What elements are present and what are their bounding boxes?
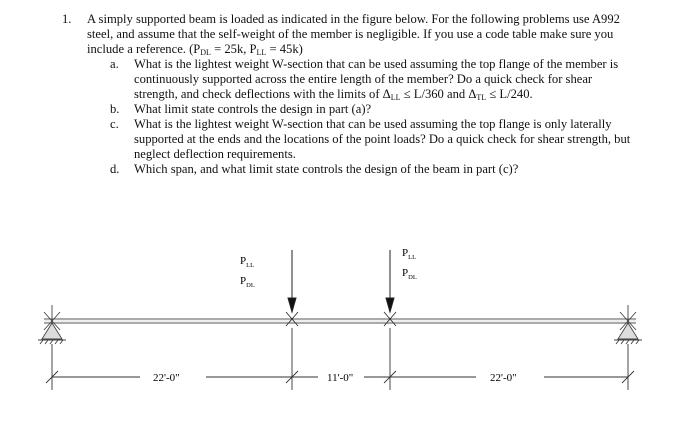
part-d-label: d. bbox=[110, 162, 120, 176]
part-a-line-2: continuously supported across the entire length of the member? Do a quick check for shear bbox=[134, 72, 593, 86]
part-c-line-1: What is the lightest weight W-section that can be used assuming the top flange is only laterally bbox=[134, 117, 612, 131]
left-support bbox=[38, 305, 66, 344]
part-d-line-1: Which span, and what limit state controls the design of the beam in part (c)? bbox=[134, 162, 519, 176]
part-a-label: a. bbox=[110, 57, 119, 71]
part-b-line-1: What limit state controls the design in part (a)? bbox=[134, 102, 372, 116]
span-2-label: 11'-0" bbox=[327, 372, 354, 384]
part-c-line-3: neglect deflection requirements. bbox=[134, 147, 296, 161]
right-support bbox=[614, 305, 642, 344]
point-load-1 bbox=[286, 250, 298, 326]
load-1-dl-label: $P_{DL}$ bbox=[240, 275, 255, 289]
span-1-label: 22'-0" bbox=[153, 372, 180, 384]
part-a-line-3: strength, and check deflections with the limits of ΔLL ≤ L/360 and ΔTL ≤ L/240. bbox=[134, 87, 533, 102]
problem-number: 1. bbox=[62, 12, 72, 26]
part-c-line-2: supported at the ends and the locations of the point loads? Do a quick check for shear strength, but bbox=[134, 132, 631, 146]
load-2-ll-label: $P_{LL}$ bbox=[402, 247, 417, 261]
load-2-dl-label: $P_{DL}$ bbox=[402, 267, 417, 281]
load-1-ll-label: $P_{LL}$ bbox=[240, 255, 255, 269]
intro-line-1: A simply supported beam is loaded as indicated in the figure below. For the following problems use A992 bbox=[87, 12, 620, 26]
span-3-label: 22'-0" bbox=[490, 372, 517, 384]
intro-line-3: include a reference. (PDL = 25k, PLL = 45k) bbox=[87, 42, 303, 57]
point-load-2 bbox=[384, 250, 396, 326]
part-b-label: b. bbox=[110, 102, 120, 116]
intro-line-2: steel, and assume that the self-weight of the member is negligible. If you use a code table make sure you bbox=[87, 27, 614, 41]
part-c-label: c. bbox=[110, 117, 119, 131]
part-a-line-1: What is the lightest weight W-section that can be used assuming the top flange of the member is bbox=[134, 57, 619, 71]
